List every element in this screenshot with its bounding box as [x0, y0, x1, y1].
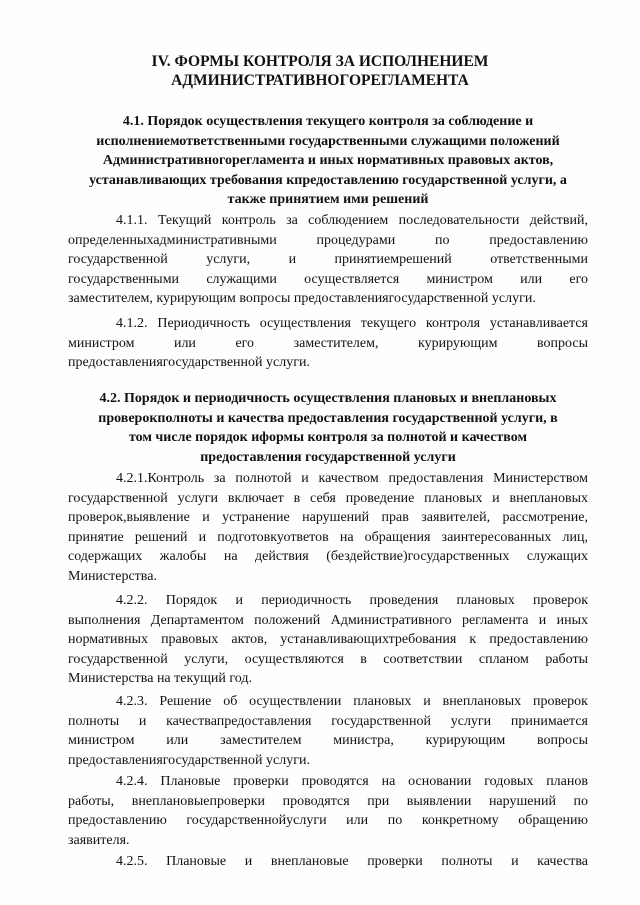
heading-line: том числе порядок иформы контроля за полнотой и качеством — [128, 430, 528, 446]
paragraph-line: предоставлению государственнойуслуги или по конкретному обращению — [68, 813, 588, 829]
paragraph-line: выполнения Департаментом положений Административного регламента и иных — [68, 612, 588, 628]
section-title — [60, 52, 580, 90]
paragraph-4-1-1 — [68, 211, 588, 309]
heading-line: 4.1. Порядок осуществления текущего контроля за соблюдение и — [122, 114, 534, 129]
heading-line: 4.2. Порядок и периодичность осуществления плановых и внеплановых — [99, 391, 557, 406]
paragraph-line: нормативных правовых актов, устанавливающихтребования к предоставлению — [68, 632, 588, 648]
paragraph-line: государственной услуги включает в себя проведение плановых и внеплановых — [68, 490, 588, 506]
heading-line: исполнениемответственными государственными служащими положений — [96, 133, 560, 149]
heading-line: Административногорегламента и иных нормативных правовых актов, — [102, 153, 554, 169]
subsection-heading-4-2 — [68, 389, 588, 467]
paragraph-line: полноты и качествапредоставления государственной услуги принимается — [68, 713, 588, 729]
subsection-heading-4-1 — [68, 112, 588, 210]
paragraph-line: государственными служащими осуществляется министром или его — [68, 271, 588, 287]
paragraph-line: содержащих жалобы на действия (бездействие)государственных служащих — [68, 549, 588, 565]
paragraph-line: заместителем, курирующим вопросы предоставлениягосударственной услуги. — [68, 291, 536, 307]
paragraph-line: принятие решений и подготовкуответов на обращения заинтересованных лиц, — [68, 529, 588, 545]
paragraph-line: предоставлениягосударственной услуги. — [68, 752, 310, 768]
paragraph-line: Министерства. — [68, 568, 157, 584]
paragraph-4-2-2 — [68, 591, 588, 689]
paragraph-line: 4.2.4. Плановые проверки проводятся на основании годовых планов — [116, 774, 588, 789]
paragraph-line: работы, внеплановыепроверки проводятся при выявлении нарушений по — [68, 793, 588, 809]
paragraph-line: 4.1.2. Периодичность осуществления текущего контроля устанавливается — [116, 316, 588, 331]
paragraph-4-2-5 — [68, 852, 588, 872]
paragraph-line: проверок,выявление и устранение нарушений прав заявителей, рассмотрение, — [68, 510, 588, 526]
paragraph-4-2-4 — [68, 772, 588, 850]
paragraph-line: предоставлениягосударственной услуги. — [68, 355, 310, 371]
heading-line: проверокполноты и качества предоставления государственной услуги, в — [98, 410, 558, 426]
heading-line: предоставления государственной услуги — [200, 449, 456, 465]
section-title-line: IV. ФОРМЫ КОНТРОЛЯ ЗА ИСПОЛНЕНИЕМ — [151, 53, 489, 70]
paragraph-line: заявителя. — [68, 832, 130, 848]
paragraph-line: 4.1.1. Текущий контроль за соблюдением последовательности действий, — [116, 213, 588, 228]
heading-line: устанавливающих требования кпредоставлению государственной услуги, а — [89, 172, 567, 188]
paragraph-line: государственной услуги, осуществляются в соответствии спланом работы — [68, 651, 588, 667]
paragraph-line: определенныхадминистративными процедурами по предоставлению — [68, 232, 588, 248]
section-title-line: АДМИНИСТРАТИВНОГОРЕГЛАМЕНТА — [171, 72, 469, 89]
paragraph-line: министром или заместителем министра, курирующим вопросы — [68, 733, 588, 749]
paragraph-line: государственной услуги, и принятиемрешений ответственными — [68, 252, 588, 268]
paragraph-4-2-1 — [68, 469, 588, 587]
paragraph-line: Министерства на текущий год. — [68, 671, 252, 687]
paragraph-line: 4.2.2. Порядок и периодичность проведения плановых проверок — [116, 593, 588, 608]
paragraph-line: 4.2.1.Контроль за полнотой и качеством предоставления Министерством — [116, 471, 588, 486]
paragraph-line: 4.2.5. Плановые и внеплановые проверки полноты и качества — [116, 854, 588, 869]
heading-line: также принятием ими решений — [227, 192, 429, 208]
paragraph-line: министром или его заместителем, курирующим вопросы — [68, 335, 588, 351]
paragraph-4-1-2 — [68, 314, 588, 373]
paragraph-line: 4.2.3. Решение об осуществлении плановых и внеплановых проверок — [116, 694, 588, 709]
paragraph-4-2-3 — [68, 692, 588, 770]
